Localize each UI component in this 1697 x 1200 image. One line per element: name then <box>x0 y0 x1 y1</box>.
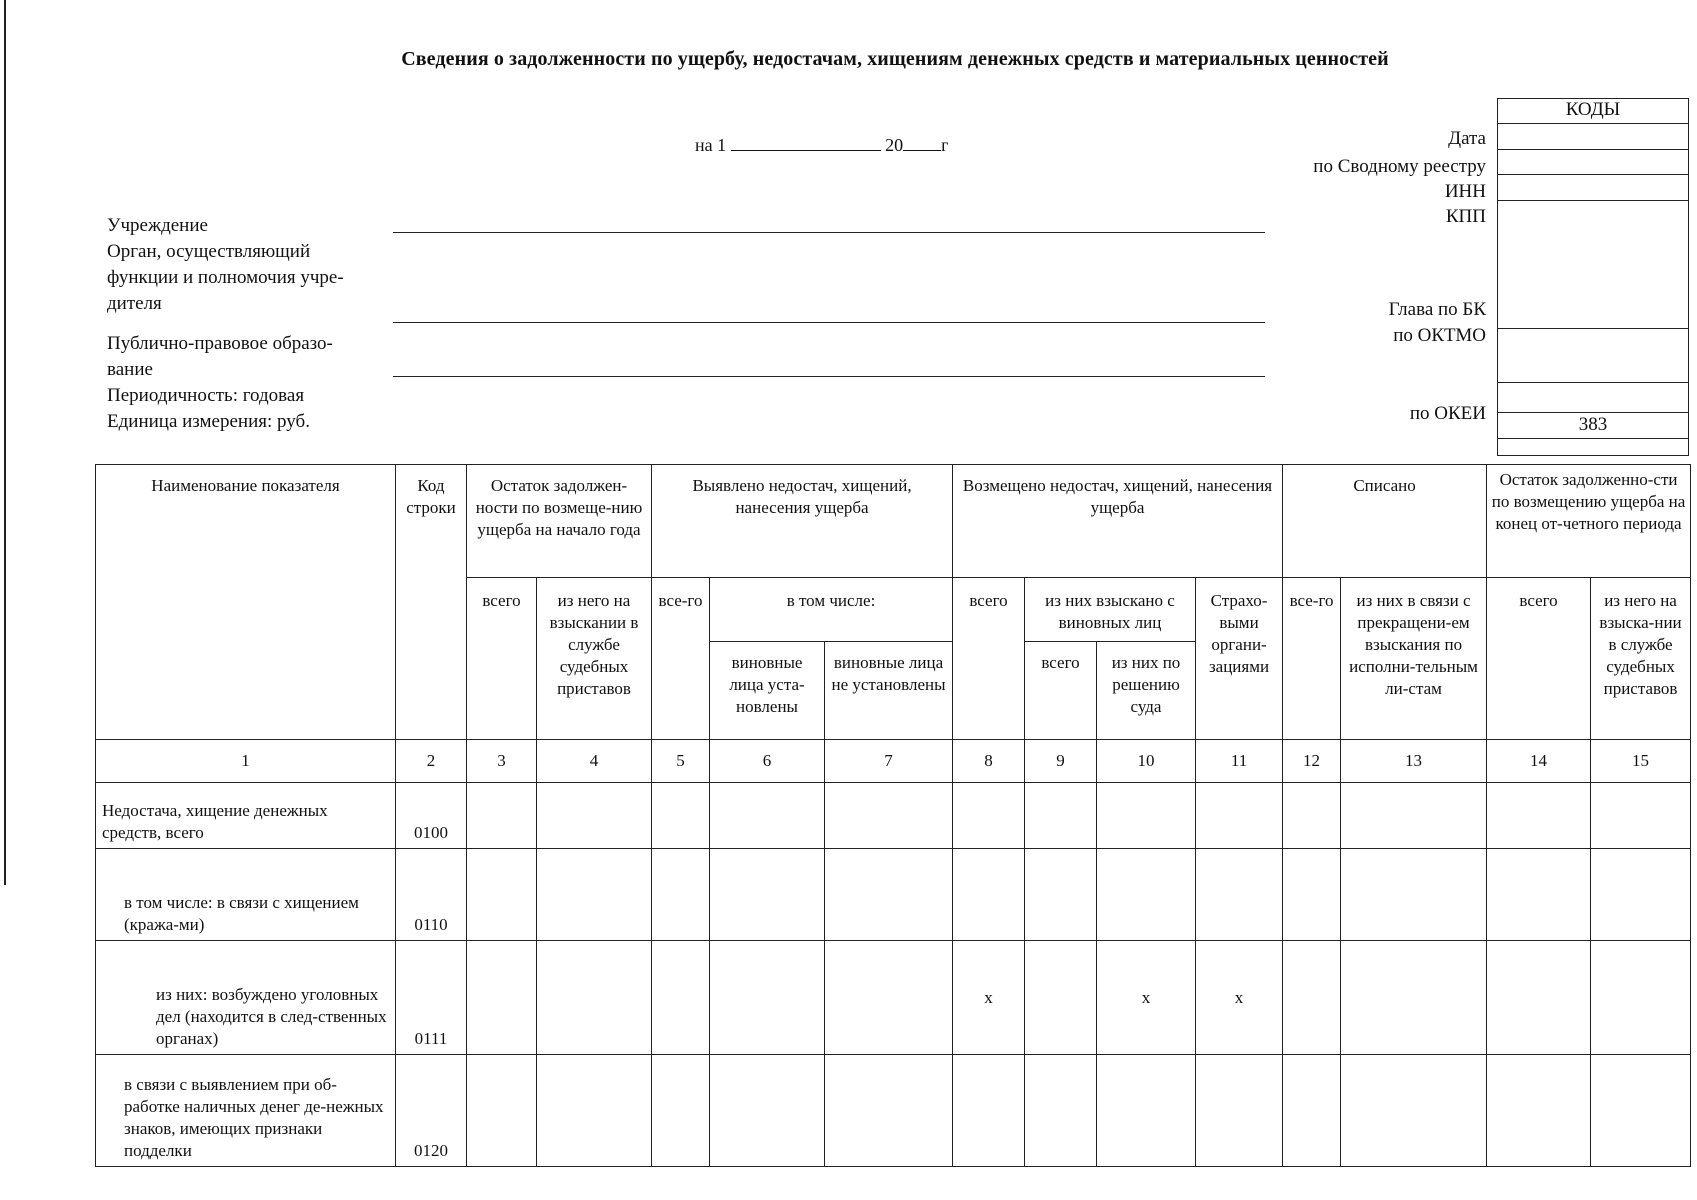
data-cell[interactable] <box>467 849 537 941</box>
header-found: Выявлено недостач, хищений, нанесения ущерба <box>652 465 953 578</box>
data-cell[interactable] <box>1097 783 1196 849</box>
okei-code-label: по ОКЕИ <box>1409 403 1486 424</box>
data-cell[interactable] <box>953 1055 1025 1167</box>
header-insurance: Страхо-выми органи-зациями <box>1196 578 1283 740</box>
header-begin-bailiffs: из него на взыскании в службе судебных приставов <box>537 578 652 740</box>
codes-header: КОДЫ <box>1498 99 1688 124</box>
oktmo-code-cell[interactable] <box>1498 383 1688 413</box>
table-row <box>96 1055 1691 1167</box>
header-recovered-from-culprits: из них взыскано с виновных лиц <box>1025 578 1196 642</box>
data-cell[interactable] <box>710 1055 825 1167</box>
row-code: 0100 <box>396 783 467 849</box>
header-end-balance: Остаток задолженно-сти по возмещению ущерба на конец от-четного периода <box>1487 465 1691 578</box>
data-cell[interactable] <box>1283 941 1341 1055</box>
row-name: из них: возбуждено уголовных дел (находится в след-ственных органах) <box>96 941 396 1055</box>
not-applicable-mark: х <box>1097 941 1196 1055</box>
data-cell[interactable] <box>825 941 953 1055</box>
data-cell[interactable] <box>1487 783 1591 849</box>
data-cell[interactable] <box>1487 941 1591 1055</box>
data-cell[interactable] <box>953 849 1025 941</box>
column-number: 15 <box>1591 740 1691 783</box>
data-cell[interactable] <box>825 849 953 941</box>
header-recovered-total: всего <box>1025 642 1097 740</box>
data-cell[interactable] <box>1341 783 1487 849</box>
data-cell[interactable] <box>1591 783 1691 849</box>
header-begin-balance: Остаток задолжен-ности по возмеще-нию ущерба на начало года <box>467 465 652 578</box>
row-code: 0120 <box>396 1055 467 1167</box>
periodicity-label: Периодичность: годовая <box>107 385 305 406</box>
okei-code-cell: 383 <box>1498 413 1688 439</box>
data-cell[interactable] <box>1591 1055 1691 1167</box>
kpp-code-cell[interactable] <box>1498 201 1688 329</box>
column-number: 1 <box>96 740 396 783</box>
column-number: 8 <box>953 740 1025 783</box>
column-number: 6 <box>710 740 825 783</box>
not-applicable-mark: х <box>1196 941 1283 1055</box>
data-cell[interactable] <box>1591 941 1691 1055</box>
data-cell[interactable] <box>825 783 953 849</box>
header-end-total: всего <box>1487 578 1591 740</box>
column-number: 10 <box>1097 740 1196 783</box>
data-cell[interactable] <box>1025 849 1097 941</box>
column-number: 4 <box>537 740 652 783</box>
table-row <box>96 849 1691 941</box>
date-day-month-field[interactable] <box>731 134 881 151</box>
data-cell[interactable] <box>825 1055 953 1167</box>
data-cell[interactable] <box>1283 783 1341 849</box>
authority-label-line3: дителя <box>107 293 162 314</box>
date-code-label: Дата <box>1448 128 1486 149</box>
row-code: 0110 <box>396 849 467 941</box>
data-cell[interactable] <box>1025 1055 1097 1167</box>
data-cell[interactable] <box>1283 849 1341 941</box>
data-cell[interactable] <box>467 941 537 1055</box>
public-entity-label-line2: вание <box>107 359 153 380</box>
report-date-line <box>695 134 949 156</box>
table-row <box>96 941 1691 1055</box>
oktmo-code-label: по ОКТМО <box>1393 325 1486 346</box>
codes-box <box>1497 98 1689 456</box>
header-culprits-known: виновные лица уста-новлены <box>710 642 825 740</box>
data-cell[interactable] <box>710 783 825 849</box>
data-cell[interactable] <box>1097 849 1196 941</box>
data-cell[interactable] <box>1487 849 1591 941</box>
date-year-prefix: 20 <box>885 135 904 155</box>
data-cell[interactable] <box>1025 783 1097 849</box>
column-number: 11 <box>1196 740 1283 783</box>
column-number: 2 <box>396 740 467 783</box>
data-cell[interactable] <box>652 849 710 941</box>
data-cell[interactable] <box>467 1055 537 1167</box>
table-row <box>96 783 1691 849</box>
header-by-court: из них по решению суда <box>1097 642 1196 740</box>
column-number-row <box>96 740 1691 783</box>
row-name: в связи с выявлением при об-работке наличных денег де-нежных знаков, имеющих признаки подделки <box>96 1055 396 1167</box>
header-reimbursed: Возмещено недостач, хищений, нанесения ущерба <box>953 465 1283 578</box>
header-found-including: в том числе: <box>710 578 953 642</box>
header-reimbursed-total: всего <box>953 578 1025 740</box>
header-written-off-total: все-го <box>1283 578 1341 740</box>
data-cell[interactable] <box>467 783 537 849</box>
header-culprits-unknown: виновные лица не установлены <box>825 642 953 740</box>
data-cell[interactable] <box>1097 1055 1196 1167</box>
authority-label-line1: Орган, осуществляющий <box>107 241 311 262</box>
institution-label: Учреждение <box>107 215 208 236</box>
data-cell[interactable] <box>1196 783 1283 849</box>
data-cell[interactable] <box>1487 1055 1591 1167</box>
page-title: Сведения о задолженности по ущербу, недостачам, хищениям денежных средств и материальных ценностей <box>401 48 1389 70</box>
registry-code-label: по Сводному реестру <box>1313 156 1486 177</box>
registry-code-cell[interactable] <box>1498 150 1688 175</box>
data-cell[interactable] <box>652 941 710 1055</box>
institution-field-line[interactable] <box>393 232 1265 233</box>
data-cell[interactable] <box>537 941 652 1055</box>
column-number: 12 <box>1283 740 1341 783</box>
column-number: 9 <box>1025 740 1097 783</box>
bk-code-cell[interactable] <box>1498 329 1688 383</box>
data-cell[interactable] <box>1196 849 1283 941</box>
column-number: 13 <box>1341 740 1487 783</box>
debt-table <box>95 464 1691 1167</box>
date-suffix: г <box>941 135 949 155</box>
data-cell[interactable] <box>652 783 710 849</box>
data-cell[interactable] <box>537 849 652 941</box>
data-cell[interactable] <box>537 1055 652 1167</box>
unit-label: Единица измерения: руб. <box>107 411 310 432</box>
data-cell[interactable] <box>710 941 825 1055</box>
column-number: 5 <box>652 740 710 783</box>
public-entity-label-line1: Публично-правовое образо- <box>107 333 333 354</box>
public-entity-field-line[interactable] <box>393 376 1265 377</box>
header-begin-total: всего <box>467 578 537 740</box>
authority-label-line2: функции и полномочия учре- <box>107 267 344 288</box>
date-code-cell[interactable] <box>1498 124 1688 150</box>
header-written-off: Списано <box>1283 465 1487 578</box>
not-applicable-mark: х <box>953 941 1025 1055</box>
header-name: Наименование показателя <box>96 465 396 740</box>
inn-code-label: ИНН <box>1444 181 1486 202</box>
column-number: 3 <box>467 740 537 783</box>
data-cell[interactable] <box>537 783 652 849</box>
row-name: Недостача, хищение денежных средств, всего <box>96 783 396 849</box>
column-number: 7 <box>825 740 953 783</box>
authority-field-line[interactable] <box>393 322 1265 323</box>
data-cell[interactable] <box>1341 941 1487 1055</box>
date-year-field[interactable] <box>903 134 941 151</box>
column-number: 14 <box>1487 740 1591 783</box>
bk-code-label: Глава по БК <box>1388 299 1486 320</box>
header-termination: из них в связи с прекращени-ем взыскания по исполни-тельным ли-стам <box>1341 578 1487 740</box>
data-cell[interactable] <box>1591 849 1691 941</box>
data-cell[interactable] <box>652 1055 710 1167</box>
kpp-code-label: КПП <box>1445 206 1486 227</box>
data-cell[interactable] <box>1196 1055 1283 1167</box>
data-cell[interactable] <box>1341 849 1487 941</box>
data-cell[interactable] <box>953 783 1025 849</box>
data-cell[interactable] <box>1341 1055 1487 1167</box>
inn-code-cell[interactable] <box>1498 175 1688 201</box>
date-prefix: на 1 <box>695 135 727 155</box>
data-cell[interactable] <box>710 849 825 941</box>
page-left-border <box>4 0 6 885</box>
data-cell[interactable] <box>1283 1055 1341 1167</box>
header-code: Код строки <box>396 465 467 740</box>
data-cell[interactable] <box>1025 941 1097 1055</box>
header-found-total: все-го <box>652 578 710 740</box>
row-code: 0111 <box>396 941 467 1055</box>
header-end-bailiffs: из него на взыска-нии в службе судебных приставов <box>1591 578 1691 740</box>
row-name: в том числе: в связи с хищением (кража-ми) <box>96 849 396 941</box>
